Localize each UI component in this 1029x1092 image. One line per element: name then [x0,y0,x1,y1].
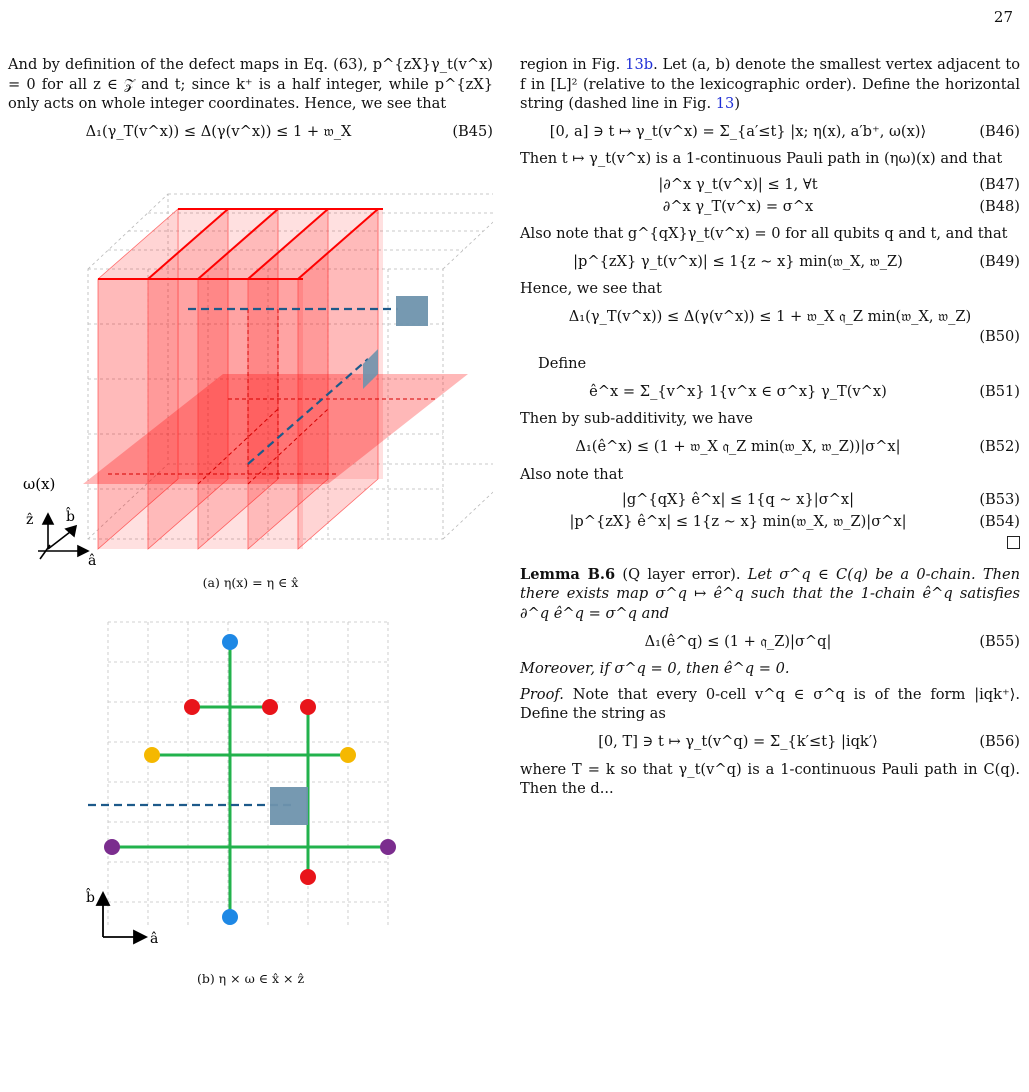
equation-b45-body: Δ₁(γ_T(v^x)) ≤ Δ(γ(v^x)) ≤ 1 + 𝔴_X [85,122,352,140]
axis-a-label: â [88,553,97,570]
right-paragraph-2: Then t ↦ γ_t(v^x) is a 1-continuous Pauli path in (ηω)(x) and that [520,150,1003,168]
fig-13-link[interactable]: 13 [715,95,735,113]
caption-13b: (b) η × ω ∈ x̂ × ẑ [196,970,305,986]
equation-b55: Δ₁(ê^q) ≤ (1 + 𝔮_Z)|σ^q| (B55) [644,632,1020,650]
right-paragraph-8: Moreover, if σ^q = 0, then ê^q = 0. [520,660,790,678]
figure-13a-3d [8,149,493,569]
axis-z-label: ẑ [26,512,34,529]
right-column [520,55,1020,805]
equation-b53: |g^{qX} ê^x| ≤ 1{q ∼ x}|σ^x| (B53) [621,491,1020,509]
equation-b54: |p^{zX} ê^x| ≤ 1{z ∼ x} min(𝔴_X, 𝔴_Z)|σ^x| (B54) [569,512,1020,530]
equation-b48: ∂^x γ_T(v^x) = σ^x (B48) [662,197,1020,215]
left-column [8,55,493,989]
axis-b-label: b̂ [66,509,75,526]
right-paragraph-4: Hence, we see that [520,280,662,298]
equation-b56: [0, T] ∋ t ↦ γ_t(v^q) = Σ_{k′≤t} |iqk′⟩ (B56) [598,733,1020,751]
equation-b49: |p^{zX} γ_t(v^x)| ≤ 1{z ∼ x} min(𝔴_X, 𝔴_Z) (B49) [573,252,1020,270]
equation-b45-number: (B45) [452,122,493,140]
equation-b52: Δ₁(ê^x) ≤ (1 + 𝔴_X 𝔮_Z min(𝔴_X, 𝔴_Z))|σ^x| (B52) [575,437,1020,455]
equation-b47: |∂^x γ_t(v^x)| ≤ 1, ∀t (B47) [658,175,1020,193]
right-paragraph-3: Also note that g^{qX}γ_t(v^x) = 0 for all qubits q and t, and that [520,225,1008,243]
equation-b51: ê^x = Σ_{v^x} 1{v^x ∈ σ^x} γ_T(v^x) (B51) [589,382,1020,400]
lemma-b6: Lemma B.6 (Q layer error). Let σ^q ∈ C(q) be a 0-chain. Then there exists map σ^q ↦ ê^q such that the 1-chain ê^q satisfies ∂^q ê^q = σ^q and [520,565,1021,623]
right-paragraph-5: Define [538,355,587,373]
proof-paragraph: Proof. Note that every 0-cell v^q ∈ σ^q is of the form |iqk⁺⟩. Define the string as [520,685,1020,723]
qed-square-icon [1007,536,1020,549]
right-paragraph-10: where T = k so that γ_t(v^q) is a 1-continuous Pauli path in C(q). Then the d... [520,760,1020,798]
equation-b45 [8,122,493,142]
caption-13a: (a) η(x) = η ∈ x̂ [202,575,299,591]
page-number: 27 [993,8,1013,26]
equation-b46: [0, a] ∋ t ↦ γ_t(v^x) = Σ_{a′≤t} |x; η(x), a′b⁺, ω(x)⟩ (B46) [549,122,1020,140]
fig-13b-link[interactable]: 13b [625,56,654,73]
left-paragraph-1: And by definition of the defect maps in Eq. (63), p^{zX}γ_t(v^x) = 0 for all z ∈ 𝒵 and t; since k⁺ is a half integer, while p^{zX} only acts on whole integer coordinates. Hence, we see that [8,56,493,113]
omega-label: ω(x) [23,475,56,494]
right-paragraph-1: region in Fig. 13b. Let (a, b) denote the smallest vertex adjacent to f in [L]² (relative to the lexicographic order). Define the horizontal string (dashed line in Fig. 13) [520,56,1020,113]
qed-box [520,535,1020,555]
axis-a-label-2d: â [150,930,159,947]
right-paragraph-7: Also note that [520,465,624,483]
right-paragraph-6: Then by sub-additivity, we have [520,410,753,428]
equation-b50: Δ₁(γ_T(v^x)) ≤ Δ(γ(v^x)) ≤ 1 + 𝔴_X 𝔮_Z min(𝔴_X, 𝔴_Z) (B50) [568,307,1020,345]
axis-b-label-2d: b̂ [86,889,95,906]
figure-13b-2d [8,607,493,967]
